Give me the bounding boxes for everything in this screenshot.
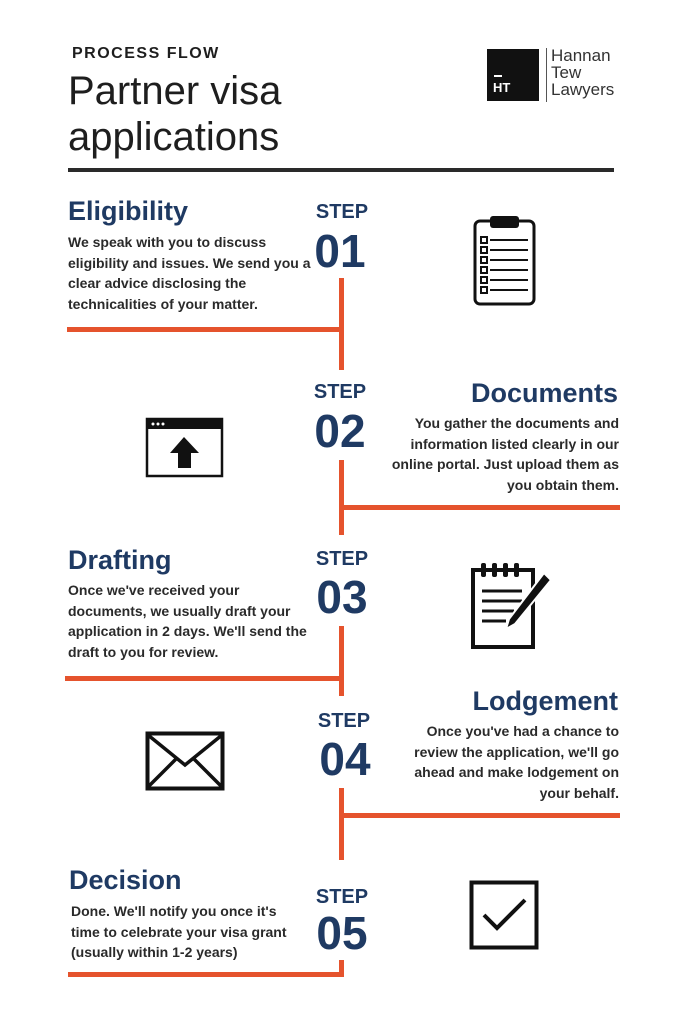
logo: HT xyxy=(487,49,539,101)
logo-divider xyxy=(546,48,547,102)
step-5-title: Decision xyxy=(69,865,182,895)
step-3-description: Once we've received your documents, we usually draft your application in 2 days. We'll send the draft to you for review. xyxy=(68,582,307,660)
step-4-title: Lodgement xyxy=(472,686,618,716)
divider xyxy=(68,168,614,172)
eyebrow: PROCESS FLOW xyxy=(72,45,220,62)
upload-window-icon xyxy=(145,417,225,479)
logo-name: Hannan Tew Lawyers xyxy=(551,46,615,99)
step-2-title: Documents xyxy=(470,378,618,408)
step-4-number: 04 xyxy=(319,733,371,785)
page-title: Partner visa applications xyxy=(68,69,282,159)
step-5-description: Done. We'll notify you once it's time to celebrate your visa grant (usually within 1-2 years) xyxy=(71,903,287,960)
step-3-number: 03 xyxy=(316,571,368,623)
step-3-label: STEP xyxy=(315,548,369,570)
notepad-pencil-icon xyxy=(470,561,554,651)
step-1-description: We speak with you to discuss eligibility and issues. We send you a clear advice disclosing the technicalities of your matter. xyxy=(68,234,311,312)
step-1-number: 01 xyxy=(314,225,366,277)
step-3-title: Drafting xyxy=(68,545,172,575)
step-4-description: Once you've had a chance to review the application, we'll go ahead and make lodgement on your behalf. xyxy=(414,723,619,801)
checkbox-icon xyxy=(469,880,539,950)
step-5-label: STEP xyxy=(315,886,369,908)
clipboard-icon xyxy=(472,215,538,307)
step-2-label: STEP xyxy=(313,381,367,403)
step-5-number: 05 xyxy=(316,907,368,959)
step-4-label: STEP xyxy=(317,710,371,732)
step-1-title: Eligibility xyxy=(68,196,189,226)
step-2-number: 02 xyxy=(314,405,366,457)
step-1-label: STEP xyxy=(315,201,369,223)
step-2-description: You gather the documents and information listed clearly in our online portal. Just upload them as you obtain them. xyxy=(391,415,619,493)
envelope-icon xyxy=(145,731,225,791)
